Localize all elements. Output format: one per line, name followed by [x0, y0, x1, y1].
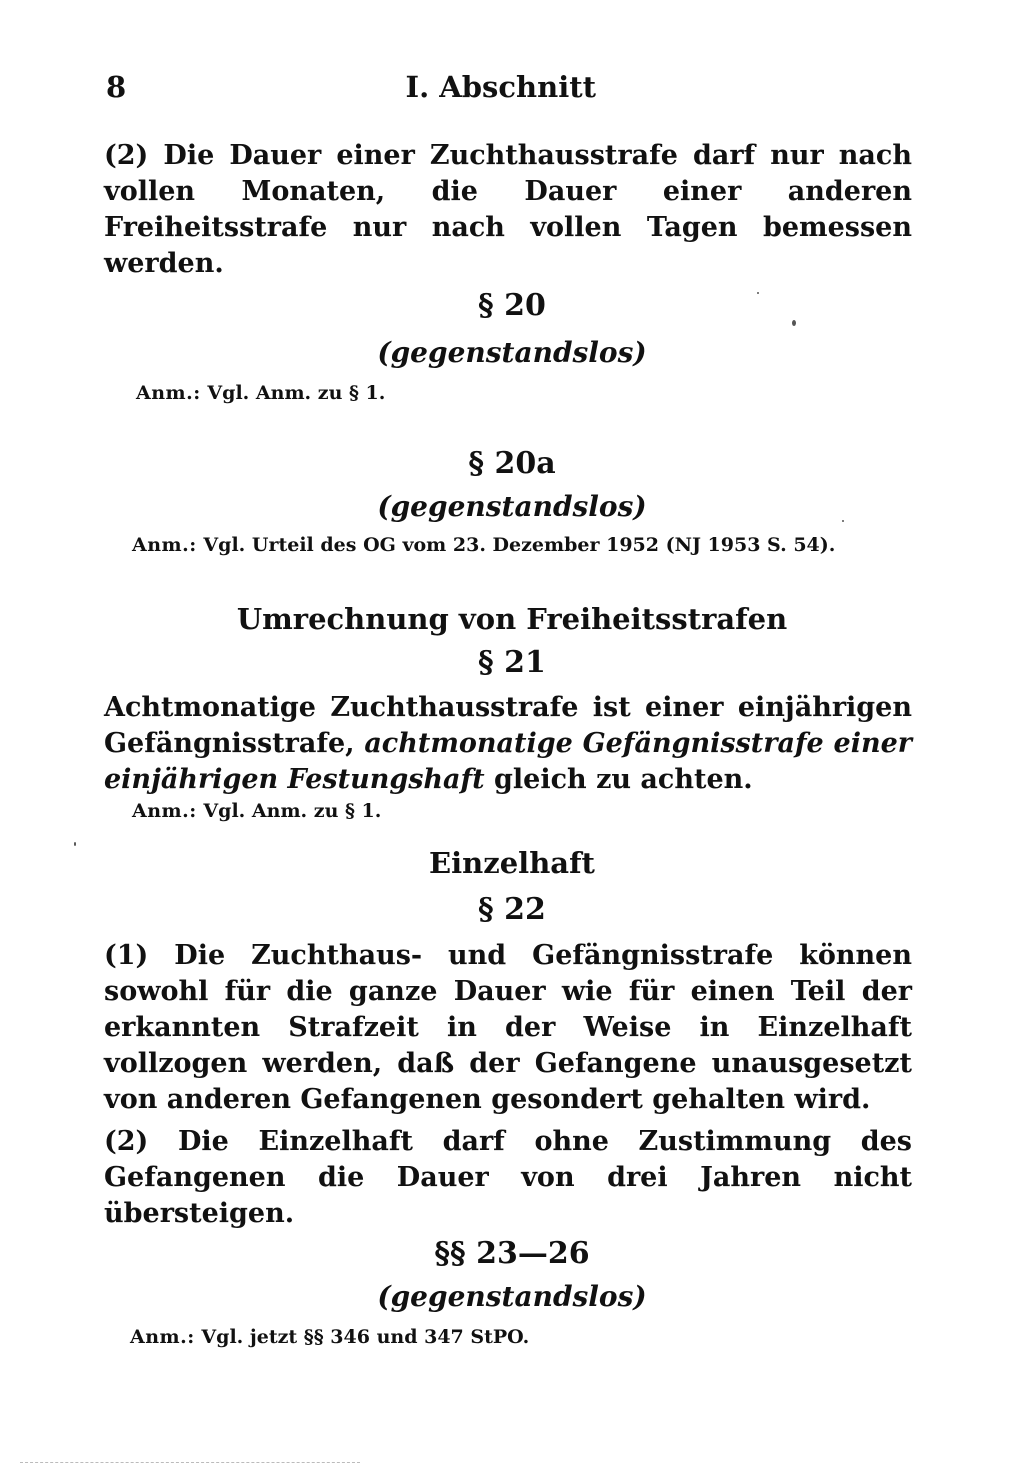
note-text: Vgl. Anm. zu § 1. [196, 800, 382, 822]
section-22-number: § 22 [478, 892, 546, 927]
scan-edge-noise [20, 1462, 360, 1463]
text-run: gleich zu achten. [484, 764, 753, 795]
paragraph-22-2: (2) Die Einzelhaft darf ohne Zustimmung des Gefangenen die Dauer von drei Jahren nicht übersteigen. [104, 1126, 912, 1229]
print-speck [792, 320, 796, 326]
text-run: Achtmonatige Zuchthausstrafe ist einer einjährigen Gefängnisstrafe, [104, 692, 912, 759]
section-20a-number: § 20a [468, 446, 556, 481]
note-label: Anm.: [136, 382, 201, 404]
section-20-number: § 20 [478, 288, 546, 323]
page-header [106, 70, 596, 110]
note-label: Anm.: [132, 800, 197, 822]
section-20a-note [132, 534, 835, 556]
note-label: Anm.: [130, 1326, 195, 1348]
italic-run: achtmonatige Gefängnisstrafe [364, 728, 824, 759]
note-text: Vgl. jetzt §§ 346 und 347 StPO. [194, 1326, 530, 1348]
section-20-status: (gegenstandslos) [377, 336, 647, 369]
paragraph-19-2: (2) Die Dauer einer Zuchthausstrafe darf nur nach vollen Monaten, die Dauer einer anderen Freiheitsstrafe nur nach vollen Tagen bemessen werden. [104, 140, 912, 279]
note-text: Vgl. Urteil des OG vom 23. Dezember 1952 (NJ 1953 S. 54). [196, 534, 836, 556]
section-23-26-status: (gegenstandslos) [377, 1280, 647, 1313]
section-23-26-note [130, 1326, 529, 1348]
section-20a-status: (gegenstandslos) [377, 490, 647, 523]
section-21-number: § 21 [478, 645, 546, 680]
print-speck [757, 292, 759, 294]
print-speck [842, 520, 844, 522]
section-21-note [132, 800, 381, 822]
running-head: I. Abschnitt [405, 70, 596, 104]
print-speck [74, 842, 76, 846]
italic-run: einjährigen Festungshaft [104, 764, 485, 795]
section-22-heading: Einzelhaft [429, 846, 595, 880]
note-label: Anm.: [132, 534, 197, 556]
note-text: Vgl. Anm. zu § 1. [200, 382, 386, 404]
section-20-note [136, 382, 385, 404]
page-number: 8 [106, 70, 127, 104]
paragraph-21 [104, 690, 912, 798]
section-21-heading: Umrechnung von Freiheitsstrafen [236, 602, 788, 636]
section-23-26-number: §§ 23—26 [434, 1236, 590, 1271]
paragraph-22-1: (1) Die Zuchthaus- und Gefängnisstrafe können sowohl für die ganze Dauer wie für einen Teil der erkannten Strafzeit in der Weise in Einzelhaft vollzogen werden, daß der Gefangene unausgesetzt von anderen Gefangenen gesondert gehalten wird. [104, 940, 912, 1115]
italic-run: einer [823, 728, 912, 759]
